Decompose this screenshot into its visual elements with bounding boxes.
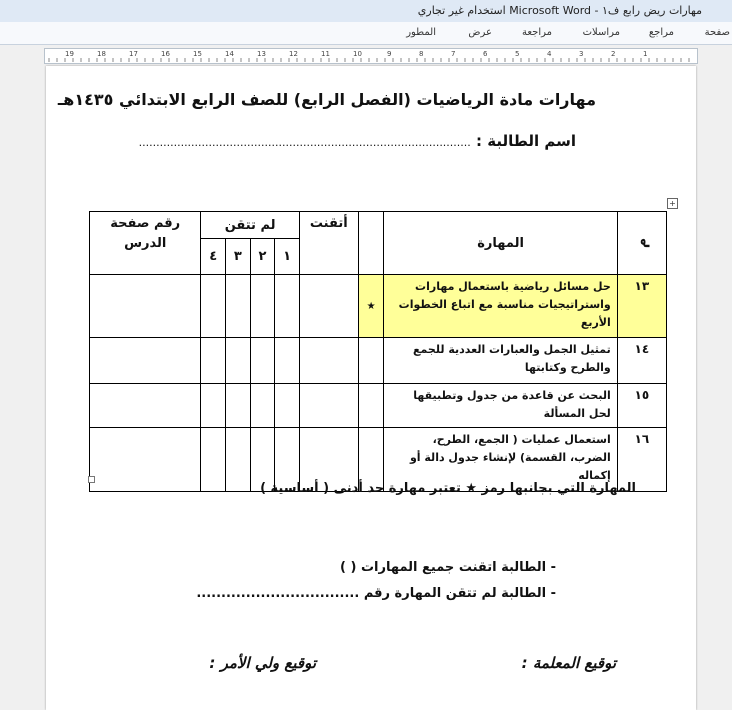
table-move-handle-icon[interactable]: + xyxy=(667,198,678,209)
row-skill[interactable]: البحث عن قاعدة من جدول وتطبيقها لحل المسألة xyxy=(384,384,617,428)
guardian-signature: توقيع ولي الأمر : xyxy=(209,654,316,672)
cell-sub[interactable] xyxy=(250,338,275,384)
row-star xyxy=(358,384,384,428)
ruler-label: 11 xyxy=(321,50,330,58)
ruler-label: 16 xyxy=(161,50,170,58)
header-mastered: أتقنت xyxy=(299,212,358,275)
ruler-label: 4 xyxy=(547,50,552,58)
header-sub-4: ٤ xyxy=(201,239,226,275)
tab-references[interactable]: مراجع xyxy=(648,27,674,38)
ruler-label: 9 xyxy=(387,50,392,58)
title-bar xyxy=(0,0,732,23)
header-num-label: م xyxy=(633,237,650,249)
document-page[interactable] xyxy=(46,66,696,710)
not-mastered-line: - الطالبة لم تتقن المهارة رقم ................................. xyxy=(196,586,556,601)
row-star: ★ xyxy=(358,275,384,338)
ruler-label: 19 xyxy=(65,50,74,58)
ruler-label: 17 xyxy=(129,50,138,58)
cell-sub[interactable] xyxy=(201,275,226,338)
cell-page[interactable] xyxy=(90,384,201,428)
ribbon-tabs xyxy=(0,22,732,45)
skills-table xyxy=(89,211,667,492)
window-title: مهارات ريض رابع ف١ - Microsoft Word استخدام غير تجاري xyxy=(417,4,702,17)
student-name-line xyxy=(139,132,576,150)
header-sub-2: ٢ xyxy=(250,239,275,275)
cell-sub[interactable] xyxy=(226,338,251,384)
ruler-label: 18 xyxy=(97,50,106,58)
tab-view[interactable]: عرض xyxy=(468,27,492,38)
document-title: مهارات مادة الرياضيات (الفصل الرابع) للصف الرابع الابتدائي ١٤٣٥هـ xyxy=(57,90,596,109)
header-skill: المهارة xyxy=(384,212,617,275)
cell-page[interactable] xyxy=(90,428,201,492)
table-row xyxy=(90,384,667,428)
cell-sub[interactable] xyxy=(250,384,275,428)
cell-sub[interactable] xyxy=(275,338,300,384)
cell-sub[interactable] xyxy=(250,275,275,338)
ruler-label: 2 xyxy=(611,50,616,58)
ruler-label: 13 xyxy=(257,50,266,58)
mastered-all-line: - الطالبة اتقنت جميع المهارات ( ) xyxy=(340,560,556,575)
row-skill[interactable]: استعمال عمليات ( الجمع، الطرح، الضرب، القسمة) لإنشاء جدول دالة أو إكماله xyxy=(384,428,617,492)
cell-sub[interactable] xyxy=(226,384,251,428)
star-note: المهارة التي بجانبها رمز ★ تعتبر مهارة حد أدنى ( أساسية ) xyxy=(260,481,636,496)
horizontal-ruler[interactable] xyxy=(44,48,698,64)
cell-sub[interactable] xyxy=(201,428,226,492)
teacher-signature: توقيع المعلمة : xyxy=(521,654,616,672)
ruler-label: 3 xyxy=(579,50,584,58)
table-row xyxy=(90,275,667,338)
table-row xyxy=(90,338,667,384)
ruler-label: 5 xyxy=(515,50,520,58)
row-num: ١٤ xyxy=(617,338,666,384)
cell-page[interactable] xyxy=(90,338,201,384)
header-star xyxy=(358,212,384,275)
cell-sub[interactable] xyxy=(201,384,226,428)
header-lesson-page: رقم صفحة الدرس xyxy=(90,212,201,275)
tab-developer[interactable]: المطور xyxy=(406,27,436,38)
header-num xyxy=(617,212,666,275)
header-sub-1: ١ xyxy=(275,239,300,275)
cell-mastered[interactable] xyxy=(299,384,358,428)
cell-sub[interactable] xyxy=(201,338,226,384)
ruler-label: 6 xyxy=(483,50,488,58)
cell-mastered[interactable] xyxy=(299,338,358,384)
ruler-label: 8 xyxy=(419,50,424,58)
student-name-dots: ............................................................................................... xyxy=(138,136,471,149)
cell-sub[interactable] xyxy=(275,275,300,338)
cell-sub[interactable] xyxy=(275,384,300,428)
cell-sub[interactable] xyxy=(226,275,251,338)
row-num: ١٥ xyxy=(617,384,666,428)
row-skill[interactable]: حل مسائل رياضية باستعمال مهارات واستراتيجيات مناسبة مع اتباع الخطوات الأربع xyxy=(384,275,617,338)
tab-mailings[interactable]: مراسلات xyxy=(582,27,620,38)
ruler-label: 15 xyxy=(193,50,202,58)
cell-mastered[interactable] xyxy=(299,275,358,338)
row-num: ١٣ xyxy=(617,275,666,338)
ruler-ticks xyxy=(45,49,697,63)
cell-page[interactable] xyxy=(90,275,201,338)
table-resize-handle-icon[interactable] xyxy=(88,476,95,483)
ruler-label: 7 xyxy=(451,50,456,58)
row-star xyxy=(358,338,384,384)
row-skill[interactable]: تمثيل الجمل والعبارات العددية للجمع والطرح وكتابتها xyxy=(384,338,617,384)
cell-sub[interactable] xyxy=(226,428,251,492)
ruler-label: 10 xyxy=(353,50,362,58)
tab-page[interactable]: صفحة xyxy=(704,27,730,38)
header-not-mastered: لم تتقن xyxy=(201,212,299,239)
row-num: ١٦ xyxy=(617,428,666,492)
ruler-label: 12 xyxy=(289,50,298,58)
ruler-label: 1 xyxy=(643,50,648,58)
tab-review[interactable]: مراجعة xyxy=(521,27,552,38)
ruler-label: 14 xyxy=(225,50,234,58)
student-name-label: اسم الطالبة : xyxy=(476,132,576,150)
header-sub-3: ٣ xyxy=(226,239,251,275)
